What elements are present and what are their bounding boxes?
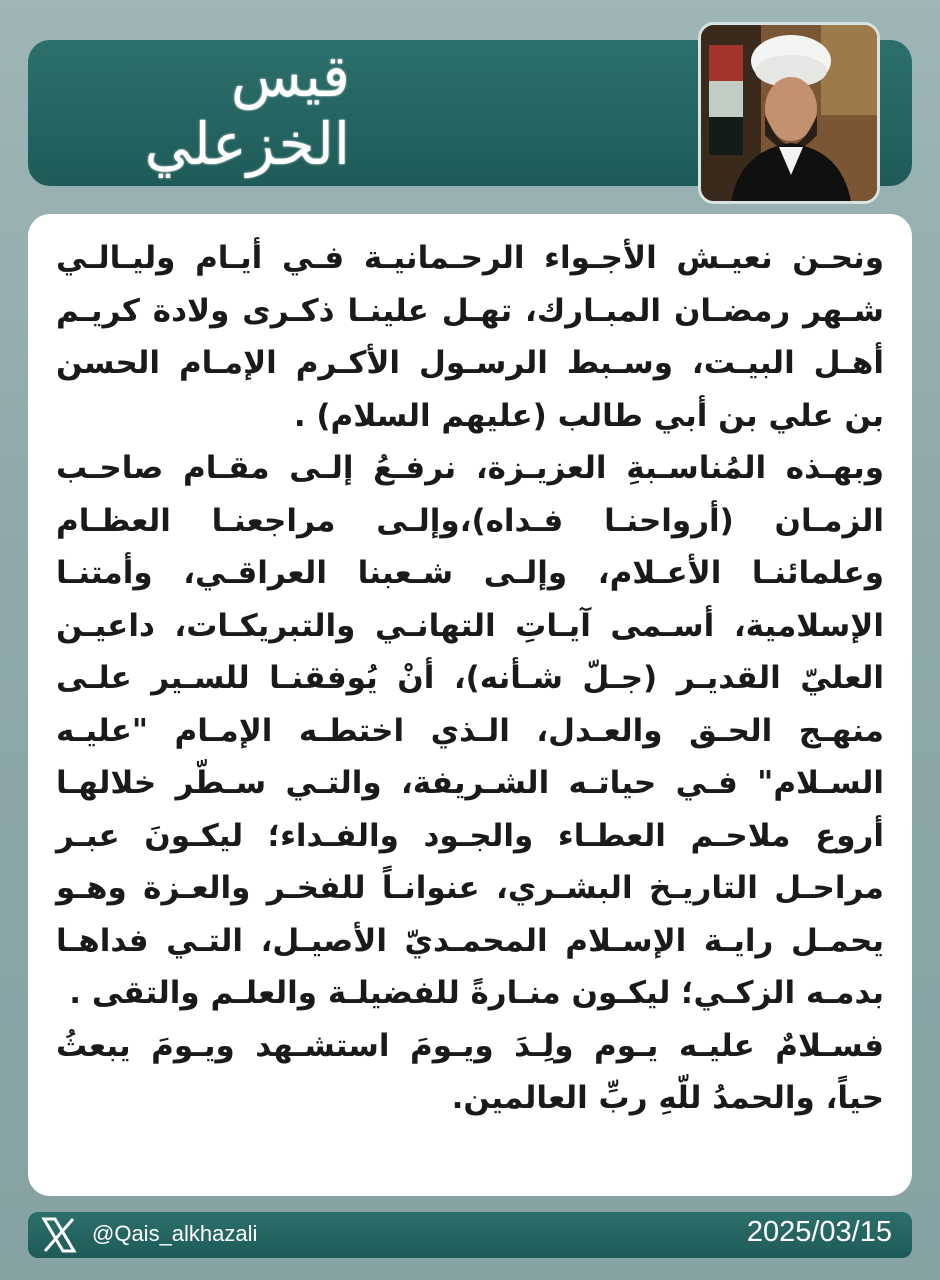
paragraph-1: ونحـن نعيـش الأجـواء الرحـمانيـة فـي أيـام وليـالـي شـهر رمضـان المبـارك، تهـل علينـا ذكـرى ولادة كريـم أهـل البيـت، وسـبط الرسـول الأكـرم الإمـام الحسن بن علي بن أبي طالب (عليهم السلام) . [56, 240, 884, 434]
statement-text [56, 232, 884, 1125]
paragraph-2: وبهـذه المُناسـبةِ العزيـزة، نرفـعُ إلـى مقـام صاحـب الزمـان (أرواحنـا فـداه)،وإلـى مراجعنـا العظـام وعلمائنـا الأعـلام، وإلـى شـعبنا العراقـي، وأمتنـا الإسلامية، أسـمى آيـاتِ التهانـي والتبريكـات، داعيـن العليّ القديـر (جـلّ شـأنه)، أنْ يُوفقنـا للسـير علـى منهـج الحـق والعـدل، الـذي اختطـه الإمـام "عليـه السـلام" فـي حياتـه الشـريفة، والتـي سـطّر خلالهـا أروع ملاحـم العطـاء والجـود والفـداء؛ ليكـونَ عبـر مراحـل التاريـخ البشـري، عنوانـاً للفخـر والعـزة وهـو يحمـل رايـة الإسـلام المحمـديّ الأصيـل، التـي فداهـا بدمـه الزكـي؛ ليكـون منـارةً للفضيلـة والعلـم والتقى . [56, 450, 884, 1011]
portrait-photo [698, 22, 880, 204]
post-date: 2025/03/15 [746, 1216, 892, 1248]
x-logo-icon[interactable] [38, 1214, 80, 1256]
calligraphy-signature: قيس الخزعلي [144, 42, 350, 178]
account-handle[interactable]: @Qais_alkhazali [92, 1221, 258, 1246]
paragraph-3: فسـلامٌ عليـه يـوم ولِـدَ ويـومَ استشـهد ويـومَ يبعثُ حياً، والحمدُ للّهِ ربِّ العالمين. [56, 1027, 884, 1116]
